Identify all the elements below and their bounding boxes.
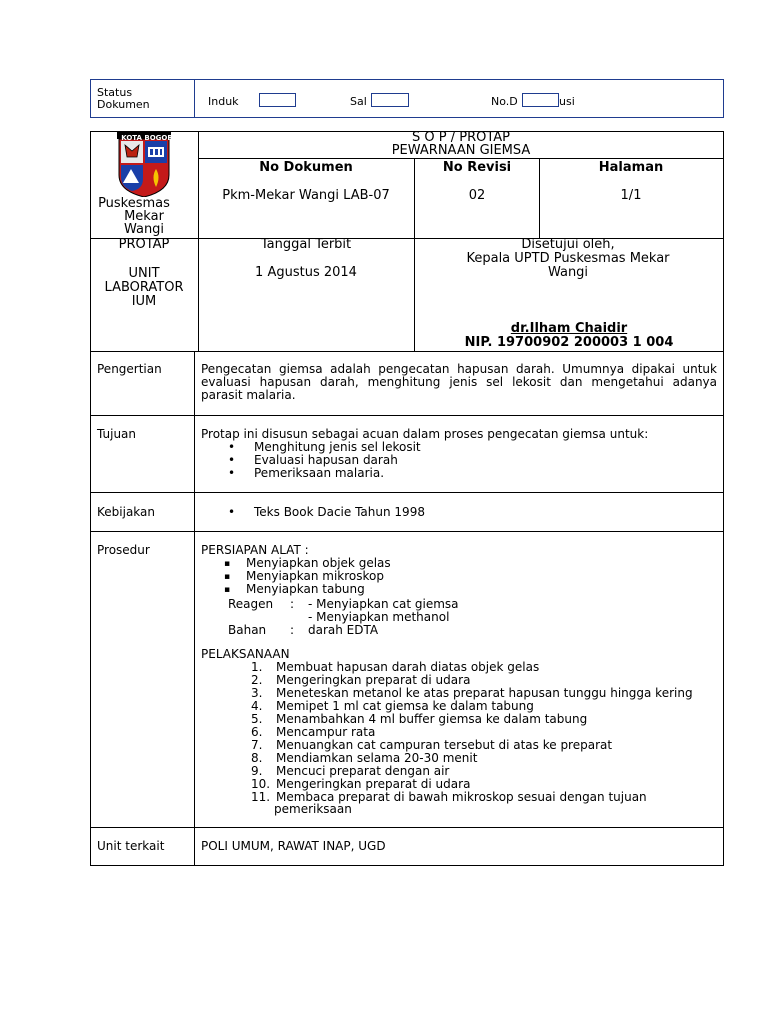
step-3: Meneteskan metanol ke atas preparat hapusan tunggu hingga kering xyxy=(276,686,693,700)
body-hline-1 xyxy=(90,415,724,416)
reagen-item-1: - Menyiapkan cat giemsa xyxy=(308,597,459,611)
header-vline-1 xyxy=(198,131,199,352)
no-distribusi-label: No.D xyxy=(491,95,518,108)
header-vline-2 xyxy=(414,158,415,352)
header-hline-title xyxy=(198,158,724,159)
tanggal-terbit-value: 1 Agustus 2014 xyxy=(255,265,357,280)
step-num-10: 10. xyxy=(251,777,271,791)
unit-terkait-label: Unit terkait xyxy=(97,839,165,853)
step-10: Mengeringkan preparat di udara xyxy=(276,777,471,791)
status-label-line2: Dokumen xyxy=(97,98,150,111)
persiapan-item-3: Menyiapkan tabung xyxy=(246,582,365,596)
kepala-line2: Wangi xyxy=(547,265,589,280)
kebijakan-bullet-1: • xyxy=(228,505,236,519)
persiapan-bullet-3: ▪ xyxy=(224,585,231,595)
no-distribusi-tail: usi xyxy=(559,95,575,108)
tujuan-label: Tujuan xyxy=(97,427,137,441)
unit-line1: UNIT xyxy=(128,266,160,281)
step-11-continuation: pemeriksaan xyxy=(274,802,352,816)
step-4: Memipet 1 ml cat giemsa ke dalam tabung xyxy=(276,699,534,713)
step-2: Mengeringkan preparat di udara xyxy=(276,673,471,687)
logo-text: KOTA BOGOR xyxy=(121,134,173,142)
bahan-label: Bahan xyxy=(228,623,267,637)
step-num-2: 2. xyxy=(251,673,263,687)
step-num-9: 9. xyxy=(251,764,263,778)
no-dokumen-value: Pkm-Mekar Wangi LAB-07 xyxy=(222,188,390,203)
col-halaman: Halaman xyxy=(598,160,664,175)
protap-label: PROTAP xyxy=(118,237,170,252)
tujuan-bullet-1: • xyxy=(228,440,236,454)
signer-nip: NIP. 19700902 200003 1 004 xyxy=(464,335,674,350)
persiapan-bullet-2: ▪ xyxy=(224,572,231,582)
tanggal-terbit-label: Tanggal Terbit xyxy=(260,237,352,252)
org-name-line1: Puskesmas xyxy=(98,196,170,211)
step-num-4: 4. xyxy=(251,699,263,713)
salinan-checkbox[interactable] xyxy=(371,93,409,107)
org-name-line2: Mekar xyxy=(124,209,164,224)
reagen-label: Reagen xyxy=(228,597,274,611)
bahan-value: darah EDTA xyxy=(308,623,379,637)
step-num-6: 6. xyxy=(251,725,263,739)
step-num-11: 11. xyxy=(251,790,271,804)
tujuan-bullet-3: • xyxy=(228,466,236,480)
body-hline-3 xyxy=(90,531,724,532)
body-hline-2 xyxy=(90,492,724,493)
doc-title-line2: PEWARNAAN GIEMSA xyxy=(391,143,531,158)
kebijakan-item-1: Teks Book Dacie Tahun 1998 xyxy=(254,505,425,519)
body-hline-4 xyxy=(90,827,724,828)
bahan-colon: : xyxy=(290,623,295,637)
signer-name: dr.Ilham Chaidir xyxy=(510,321,628,336)
step-5: Menambahkan 4 ml buffer giemsa ke dalam tabung xyxy=(276,712,588,726)
step-num-8: 8. xyxy=(251,751,263,765)
step-8: Mendiamkan selama 20-30 menit xyxy=(276,751,478,765)
step-1: Membuat hapusan darah diatas objek gelas xyxy=(276,660,540,674)
step-num-1: 1. xyxy=(251,660,263,674)
step-6: Mencampur rata xyxy=(276,725,376,739)
pengertian-label: Pengertian xyxy=(97,362,162,376)
tujuan-item-2: Evaluasi hapusan darah xyxy=(254,453,398,467)
reagen-item-2: - Menyiapkan methanol xyxy=(308,610,450,624)
induk-checkbox[interactable] xyxy=(259,93,296,107)
step-num-7: 7. xyxy=(251,738,263,752)
prosedur-label: Prosedur xyxy=(97,543,150,557)
org-name-line3: Wangi xyxy=(123,222,165,237)
body-vline xyxy=(194,352,195,866)
unit-terkait-value: POLI UMUM, RAWAT INAP, UGD xyxy=(201,839,386,853)
col-no-revisi: No Revisi xyxy=(442,160,512,175)
header-hline-mid xyxy=(90,238,724,239)
step-num-3: 3. xyxy=(251,686,263,700)
pengertian-line2: evaluasi hapusan darah, menghitung jenis sel lekosit dan mengetahui adanya xyxy=(201,375,717,389)
doc-title-line1: S O P / PROTAP xyxy=(411,130,511,145)
tujuan-intro: Protap ini disusun sebagai acuan dalam proses pengecatan giemsa untuk: xyxy=(201,427,649,441)
unit-line2: LABORATOR xyxy=(104,280,184,295)
step-num-5: 5. xyxy=(251,712,263,726)
step-7: Menuangkan cat campuran tersebut di atas ke preparat xyxy=(276,738,613,752)
pengertian-line1: Pengecatan giemsa adalah pengecatan hapusan darah. Umumnya dipakai untuk xyxy=(201,362,717,376)
header-vline-3 xyxy=(539,158,540,238)
salinan-label: Sal xyxy=(350,95,367,108)
step-9: Mencuci preparat dengan air xyxy=(276,764,450,778)
disetujui-label: Disetujui oleh, xyxy=(521,237,615,252)
persiapan-item-2: Menyiapkan mikroskop xyxy=(246,569,384,583)
status-label-line1: Status xyxy=(97,86,133,99)
induk-label: Induk xyxy=(208,95,239,108)
no-revisi-value: 02 xyxy=(468,188,486,203)
no-distribusi-checkbox[interactable] xyxy=(522,93,559,107)
col-no-dokumen: No Dokumen xyxy=(259,160,353,175)
kebijakan-label: Kebijakan xyxy=(97,505,155,519)
tujuan-item-1: Menghitung jenis sel lekosit xyxy=(254,440,421,454)
unit-line3: IUM xyxy=(131,294,157,309)
persiapan-title: PERSIAPAN ALAT : xyxy=(201,543,309,557)
persiapan-bullet-1: ▪ xyxy=(224,559,231,569)
status-divider xyxy=(194,79,195,118)
pelaksanaan-title: PELAKSANAAN xyxy=(201,647,290,661)
persiapan-item-1: Menyiapkan objek gelas xyxy=(246,556,391,570)
pengertian-line3: parasit malaria. xyxy=(201,388,296,402)
reagen-colon: : xyxy=(290,597,295,611)
tujuan-bullet-2: • xyxy=(228,453,236,467)
tujuan-item-3: Pemeriksaan malaria. xyxy=(254,466,385,480)
halaman-value: 1/1 xyxy=(620,188,642,203)
step-11: Membaca preparat di bawah mikroskop sesuai dengan tujuan xyxy=(276,790,647,804)
kepala-line1: Kepala UPTD Puskesmas Mekar xyxy=(466,251,670,266)
